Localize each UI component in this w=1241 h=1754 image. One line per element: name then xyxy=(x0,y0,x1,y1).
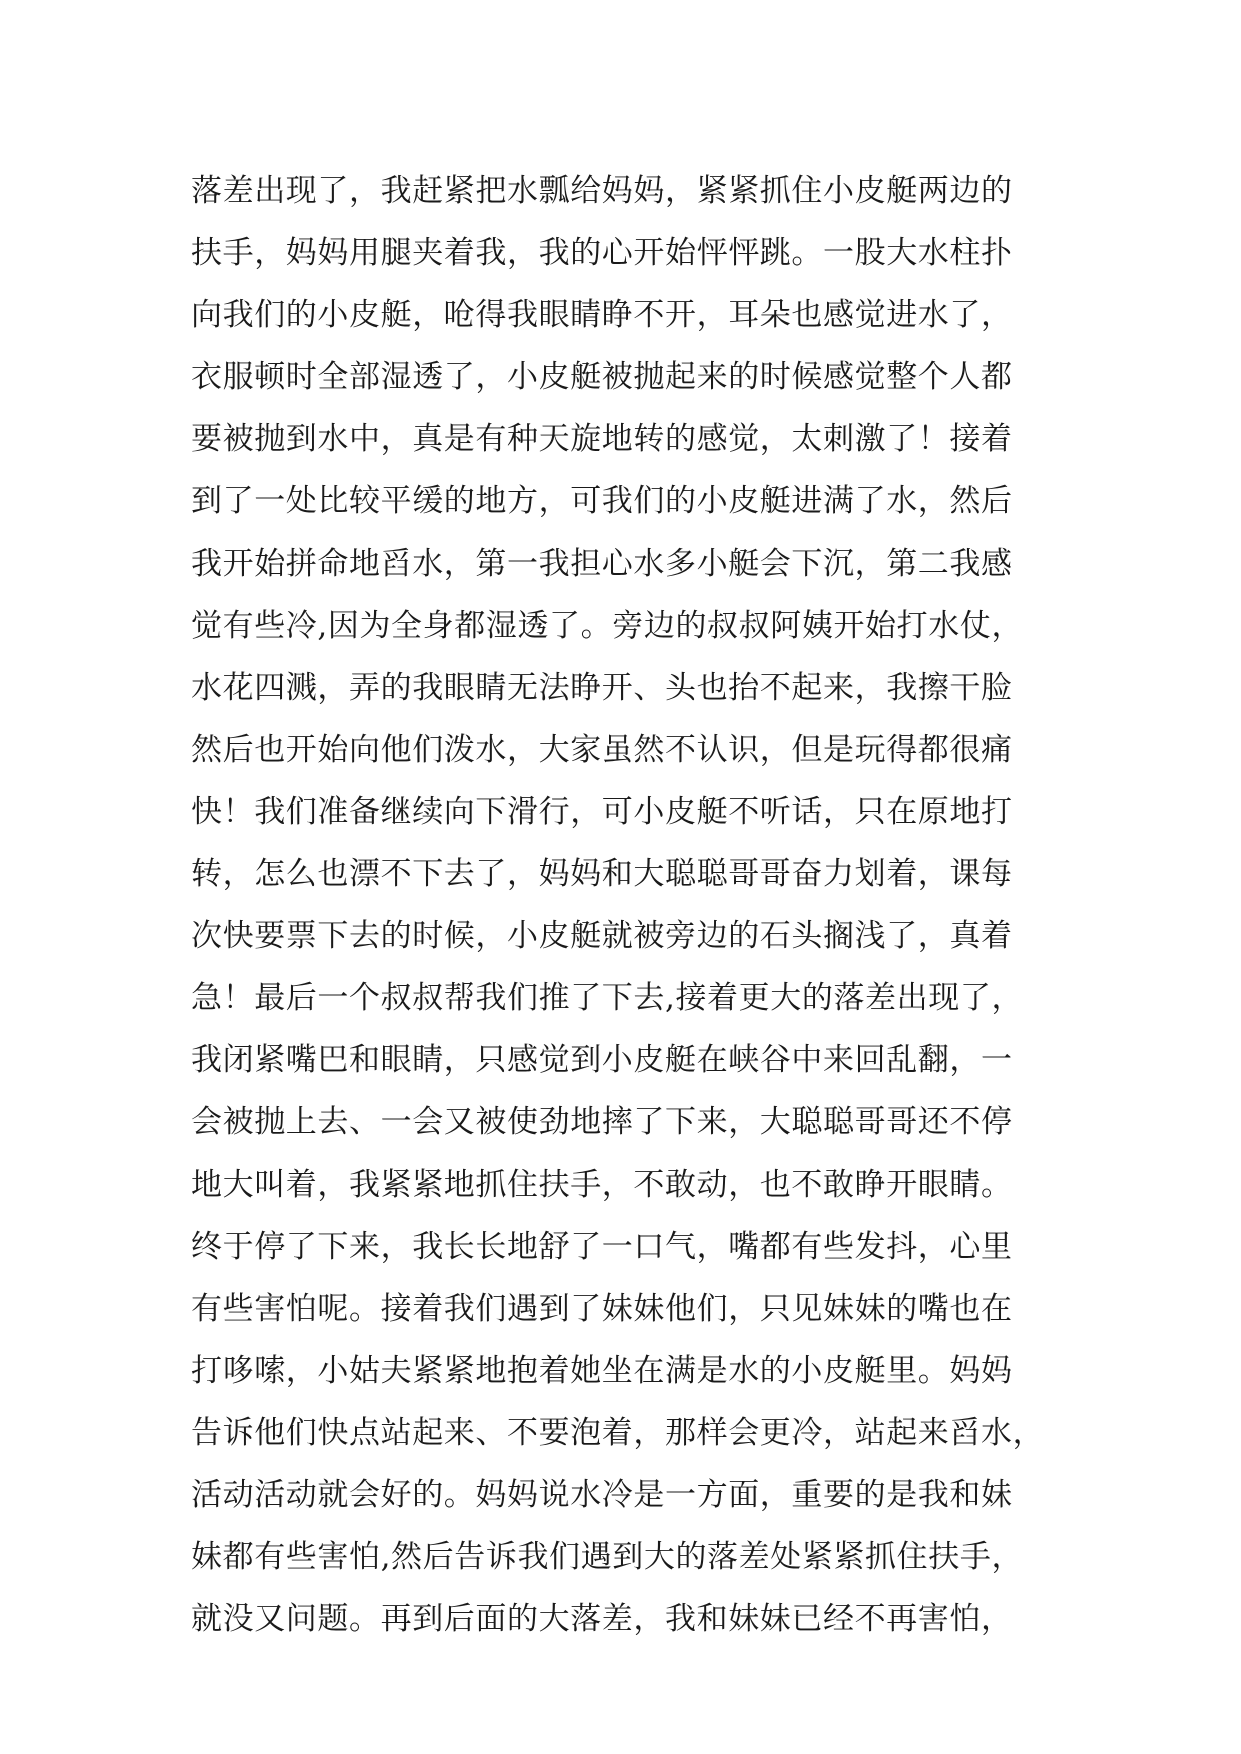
text-line: 快！我们准备继续向下滑行，可小皮艇不听话，只在原地打 xyxy=(191,793,1013,830)
text-line: 终于停了下来，我长长地舒了一口气，嘴都有些发抖，心里 xyxy=(191,1228,1013,1265)
text-line: 我闭紧嘴巴和眼睛，只感觉到小皮艇在峡谷中来回乱翻，一 xyxy=(191,1042,1013,1079)
text-line: 急！最后一个叔叔帮我们推了下去,接着更大的落差出现了， xyxy=(191,980,1024,1017)
text-line: 要被抛到水中，真是有种天旋地转的感觉，太刺激了！接着 xyxy=(191,421,1013,458)
text-line: 向我们的小皮艇，呛得我眼睛睁不开，耳朵也感觉进水了， xyxy=(191,297,1013,334)
text-line: 就没又问题。再到后面的大落差，我和妹妹已经不再害怕， xyxy=(191,1601,1013,1638)
text-line: 水花四溅，弄的我眼睛无法睁开、头也抬不起来，我擦干脸 xyxy=(191,669,1013,706)
text-line: 转，怎么也漂不下去了，妈妈和大聪聪哥哥奋力划着，课每 xyxy=(191,856,1013,893)
text-line: 妹都有些害怕,然后告诉我们遇到大的落差处紧紧抓住扶手， xyxy=(191,1539,1024,1576)
text-line: 会被抛上去、一会又被使劲地摔了下来，大聪聪哥哥还不停 xyxy=(191,1104,1013,1141)
text-line: 然后也开始向他们泼水，大家虽然不认识，但是玩得都很痛 xyxy=(191,731,1013,768)
text-line: 觉有些冷,因为全身都湿透了。旁边的叔叔阿姨开始打水仗， xyxy=(191,607,1024,644)
text-line: 我开始拼命地舀水，第一我担心水多小艇会下沉，第二我感 xyxy=(191,545,1013,582)
text-line: 有些害怕呢。接着我们遇到了妹妹他们，只见妹妹的嘴也在 xyxy=(191,1290,1013,1327)
text-line: 打哆嗦，小姑夫紧紧地抱着她坐在满是水的小皮艇里。妈妈 xyxy=(191,1352,1013,1389)
text-line: 告诉他们快点站起来、不要泡着，那样会更冷，站起来舀水， xyxy=(191,1414,1045,1451)
text-line: 活动活动就会好的。妈妈说水冷是一方面，重要的是我和妹 xyxy=(191,1476,1013,1513)
text-line: 落差出现了，我赶紧把水瓢给妈妈，紧紧抓住小皮艇两边的 xyxy=(191,173,1013,209)
text-line: 次快要票下去的时候，小皮艇就被旁边的石头搁浅了，真着 xyxy=(191,918,1013,955)
body-text xyxy=(191,160,1071,1650)
text-line: 到了一处比较平缓的地方，可我们的小皮艇进满了水，然后 xyxy=(191,483,1013,520)
text-line: 衣服顿时全部湿透了，小皮艇被抛起来的时候感觉整个人都 xyxy=(191,359,1013,396)
text-line: 扶手，妈妈用腿夹着我，我的心开始怦怦跳。一股大水柱扑 xyxy=(191,235,1013,272)
text-line: 地大叫着，我紧紧地抓住扶手，不敢动，也不敢睁开眼睛。 xyxy=(191,1166,1013,1203)
